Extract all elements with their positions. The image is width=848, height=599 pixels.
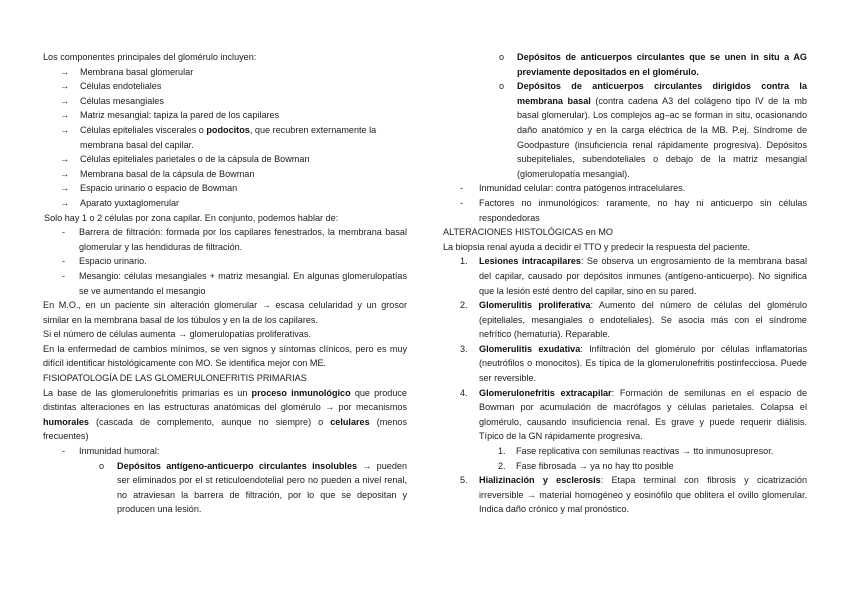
list-number: 5. <box>460 475 468 486</box>
list-number: 3. <box>460 343 468 354</box>
list-item: → Células epiteliales viscerales o podocitos, que recubren externamente la membrana basal del capilar. <box>60 124 377 150</box>
heading-alteraciones: ALTERACIONES HISTOLÓGICAS en MO <box>443 227 613 238</box>
list-item: → Células endoteliales <box>43 79 407 94</box>
list-item: 2. Glomerulitis proliferativa: Aumento del número de células del glomérulo (epiteliales, mesangiales o endoteliales). Se asocia más con el síndrome nefrítico (hematuria). Reparable. <box>460 300 807 340</box>
components-list <box>43 65 407 211</box>
circle-bullet-icon: o <box>99 460 105 471</box>
dash-bullet-icon: - <box>62 270 66 281</box>
list-number: 1. <box>460 256 468 267</box>
list-number: 4. <box>460 387 468 398</box>
list-item: - Mesangio: células mesangiales + matriz mesangial. En algunas glomerulopatías se ve aumentando el mesangio <box>62 270 407 296</box>
list-item: → Membrana basal de la cápsula de Bowman <box>43 167 407 182</box>
components-intro: Los componentes principales del glomérulo incluyen: <box>43 52 257 62</box>
arrow-bullet-icon: → <box>60 124 70 135</box>
paragraph-minimal-change: En la enfermedad de cambios mínimos, se ven signos y síntomas clínicos, pero es muy difícil identificar histológicamente con MO. Se identifica mejor con ME. <box>43 343 407 369</box>
circle-bullet-icon: o <box>499 81 505 92</box>
arrow-bullet-icon: → <box>60 110 70 121</box>
paragraph-biopsia: La biopsia renal ayuda a decidir el TTO y predecir la respuesta del paciente. <box>443 241 751 252</box>
dash-bullet-icon: - <box>62 227 66 238</box>
humoral-sublist-continued <box>443 50 807 181</box>
structures-list <box>43 225 407 298</box>
arrow-bullet-icon: → <box>60 168 70 179</box>
arrow-bullet-icon: → <box>60 154 70 165</box>
list-item: → Membrana basal glomerular <box>43 65 407 80</box>
list-item: - Barrera de filtración: formada por los capilares fenestrados, la membrana basal glomerular y las hendiduras de filtración. <box>62 227 407 252</box>
list-item: → Espacio urinario o espacio de Bowman <box>43 181 407 196</box>
dash-bullet-icon: - <box>62 256 66 267</box>
arrow-bullet-icon: → <box>60 81 70 92</box>
immunity-list <box>443 181 807 225</box>
list-item: → Aparato yuxtaglomerular <box>43 196 407 211</box>
list-number: 2. <box>498 460 506 471</box>
right-column <box>443 50 807 517</box>
alterations-list-continued <box>443 473 807 517</box>
list-item: - Factores no inmunológicos: raramente, no hay ni anticuerpo sin células respondedoras <box>460 197 807 223</box>
list-item: → Células mesangiales <box>43 94 407 109</box>
list-number: 1. <box>498 446 506 457</box>
humoral-sublist <box>43 459 407 517</box>
circle-bullet-icon: o <box>499 52 505 62</box>
arrow-bullet-icon: → <box>60 95 70 106</box>
list-item: o Depósitos de anticuerpos circulantes dirigidos contra la membrana basal (contra cadena A3 del colágeno tipo IV de la mb basal glomerular). Los complejos ag–ac se forman in situ, ocasionando daño anatómico y en la carga eléctrica de la MB. P.ej. Síndrome de Goodpasture (insuficiencia renal rápidamente progresiva). Depósitos subepiteliales, subendoteliales o debajo de la matriz mesangial (glomerulopatía mesangial). <box>499 81 807 179</box>
dash-bullet-icon: - <box>460 197 464 208</box>
list-item: 1. Lesiones intracapilares: Se observa un engrosamiento de la membrana basal del capilar, causado por depósitos inmunes (antígeno-anticuerpo). No significa que la lesión esté dentro del capilar, sino en su pared. <box>460 256 807 296</box>
list-item: o Depósitos de anticuerpos circulantes que se unen in situ a AG previamente depositados en el glomérulo. <box>499 52 807 77</box>
list-item: 3. Glomerulitis exudativa: Infiltración del glomérulo por células inflamatorias (neutrófilos o monocitos). Es típica de la glomerulonefritis postinfecciosa. Puede ser reversible. <box>460 343 807 384</box>
heading-fisiopatologia: FISIOPATOLOGÍA DE LAS GLOMERULONEFRITIS PRIMARIAS <box>43 373 307 384</box>
list-item: o Depósitos antígeno-anticuerpo circulantes insolubles → pueden ser eliminados por el st reticuloendotelial pero no pueden a nivel renal, no atraviesan la barrera de filtración, por lo que se depositan y producen una lesión. <box>99 460 407 515</box>
paragraph-fisiopatologia: La base de las glomerulonefritis primarias es un proceso inmunológico que produce distintas alteraciones en las estructuras anatómicas del glomérulo → por mecanismos humorales (cascada de complemento, aunque no siempre) o celulares (menos frecuentes) <box>43 387 408 442</box>
cells-intro: Solo hay 1 o 2 células por zona capilar. En conjunto, podemos hablar de: <box>44 212 339 223</box>
list-item: 5. Hializinación y esclerosis: Etapa terminal con fibrosis y cicatrización irreversible → material homogéneo y eosinófilo que oblitera el ovillo glomerular. Indica daño crónico y mal pronóstico. <box>460 475 808 515</box>
alterations-list <box>443 254 807 444</box>
left-column <box>43 50 407 517</box>
paragraph-cells: Si el número de células aumenta → glomerulopatías proliferativas. <box>43 329 311 340</box>
list-item: - Inmunidad celular: contra patógenos intracelulares. <box>443 181 807 196</box>
arrow-bullet-icon: → <box>60 66 70 77</box>
list-item: → Células epiteliales parietales o de la cápsula de Bowman <box>43 152 407 167</box>
extracapillary-phases-list <box>443 444 807 473</box>
humoral-list <box>43 444 407 459</box>
list-item: - Inmunidad humoral: <box>43 444 407 459</box>
dash-bullet-icon: - <box>62 446 66 457</box>
list-number: 2. <box>460 300 468 311</box>
list-item: → Matriz mesangial: tapiza la pared de los capilares <box>43 108 407 123</box>
list-item: 1. Fase replicativa con semilunas reactivas → tto inmunosupresor. <box>443 444 807 459</box>
list-item: 4. Glomerulonefritis extracapilar: Formación de semilunas en el espacio de Bowman por acumulación de macrófagos y células parietales. Colapsa el glomérulo, causando insuficiencia renal. Es grave y puede requerir diálisis. Típico de la GN rápidamente progresiva. <box>460 387 808 442</box>
arrow-bullet-icon: → <box>60 197 70 208</box>
paragraph-mo: En M.O., en un paciente sin alteración glomerular → escasa celularidad y un grosor similar en la membrana basal de los túbulos y en la de los capilares. <box>43 300 407 325</box>
dash-bullet-icon: - <box>460 183 464 194</box>
list-item: 2. Fase fibrosada → ya no hay tto posible <box>443 459 807 474</box>
arrow-bullet-icon: → <box>60 183 70 194</box>
list-item: - Espacio urinario. <box>43 254 407 269</box>
